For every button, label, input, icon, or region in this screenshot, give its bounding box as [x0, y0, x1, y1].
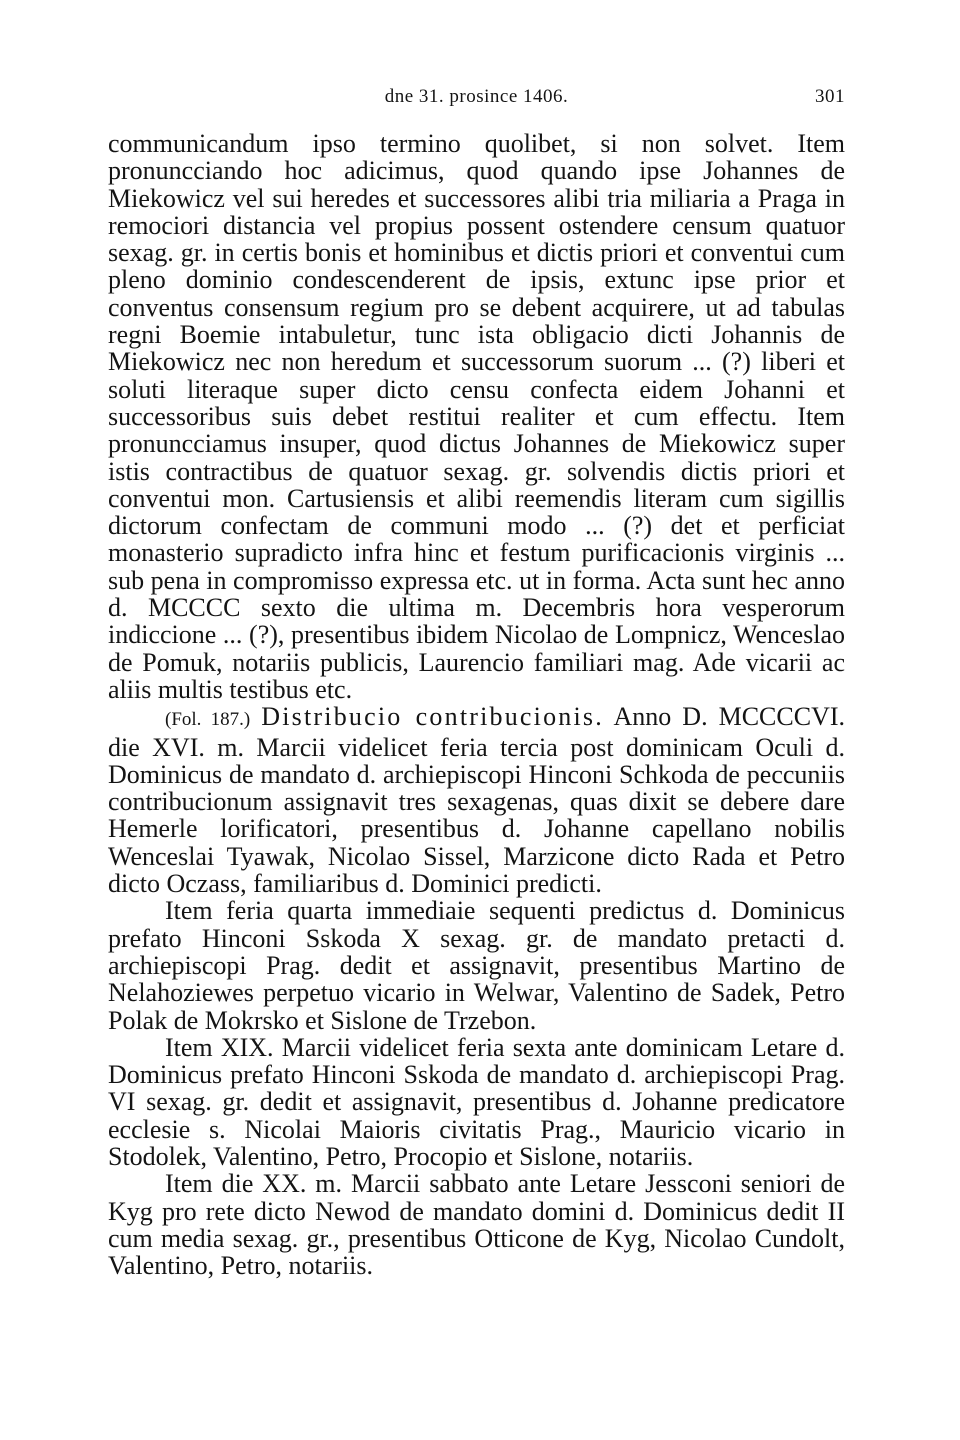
paragraph-item-xx-marcii: Item die XX. m. Marcii sabbato ante Letare Jessconi seniori de Kyg pro rete dicto Newod de mandato domini d. Dominicus dedit II cum media sexag. gr., presentibus Otticone de Kyg, Nicolao Cundolt, Valentino, Petro, notariis. — [108, 1169, 845, 1281]
running-header — [108, 86, 845, 130]
body-text — [108, 130, 845, 1279]
book-page — [108, 86, 845, 1279]
paragraph-continuation: communicandum ipso termino quolibet, si non solvet. Item pronuncciando hoc adicimus, quod quando ipse Johannes de Miekowicz vel sui heredes et successores alibi tria miliaria a Praga in remociori distancia vel propius possent ostendere censum quatuor sexag. gr. in certis bonis et hominibus et dictis priori et conventui cum pleno dominio condescenderent de ipsis, extunc ipse prior et conventus consensum regium pro se debent acquirere, ut ad tabulas regni Boemie intabuletur, tunc ista obligacio dicti Johannis de Miekowicz nec non heredum et successorum suorum ... (?) liberi et soluti literaque super dicto censu confecta eidem Johanni et successoribus suis debet restitui realiter et cum effectu. Item pronuncciamus insuper, quod dictus Johannes de Miekowicz super istis contractibus de quatuor sexag. gr. solvendis dictis priori et conventui mon. Cartusiensis et alibi reemendis literam cum sigillis dictorum confectam de communi modo ... (?) det et perficiat monasterio supradicto infra hinc et festum purificacionis virginis ... sub pena in compromisso expressa etc. ut in forma. Acta sunt hec anno d. MCCCC sexto die ultima m. Decembris hora vesperorum indiccione ... (?), presentibus ibidem Nicolao de Lompnicz, Wenceslao de Pomuk, notariis publicis, Laurencio familiari mag. Ade vicarii ac aliis multis testibus etc. — [108, 129, 845, 704]
paragraph-text: Anno D. MCCCCVI. die XVI. m. Marcii videlicet feria tercia post dominicam Oculi d. Dominicus de mandato d. archiepiscopi Hinconi Schkoda de peccuniis contribucionum assignavit tres sexagenas, quas dixit se debere dare Hemerle lorificatori, presentibus d. Johanne capellano nobilis Wenceslai Tyawak, Nicolao Sissel, Marzicone dicto Rada et Petro dicto Oczass, familiaribus d. Dominici predicti. — [108, 702, 846, 899]
paragraph-distribucio — [108, 703, 845, 897]
paragraph-item-feria-quarta: Item feria quarta immediaie sequenti predictus d. Dominicus prefato Hinconi Sskoda X sexag. gr. de mandato pretacti d. archiepiscopi Prag. dedit et assignavit, presentibus Martino de Nelahoziewes perpetuo vicario in Welwar, Valentino de Sadek, Petro Polak de Mokrsko et Sislone de Trzebon. — [108, 896, 845, 1035]
page-number: 301 — [815, 86, 845, 107]
section-heading: Distribucio contribucionis. — [261, 702, 604, 732]
folio-reference: (Fol. 187.) — [165, 709, 251, 731]
paragraph-item-xix-marcii: Item XIX. Marcii videlicet feria sexta ante dominicam Letare d. Dominicus prefato Hinconi Sskoda de mandato d. archiepiscopi Prag. VI sexag. gr. dedit et assignavit, presentibus d. Johanne predicatore ecclesie s. Nicolai Maioris civitatis Prag., Mauricio vicario in Stodolek, Valentino, Petro, Procopio et Sislone, notariis. — [108, 1032, 845, 1171]
running-title: dne 31. prosince 1406. — [384, 86, 569, 107]
